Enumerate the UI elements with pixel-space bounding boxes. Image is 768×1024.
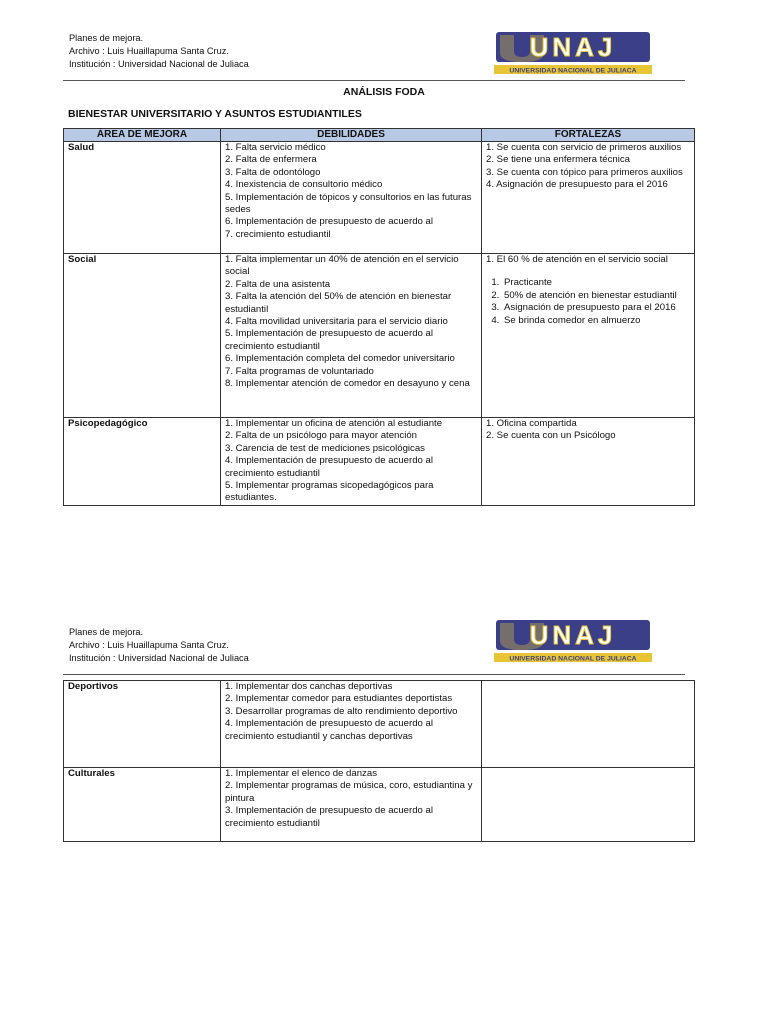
- list-item: 4. Implementación de presupuesto de acuerdo al crecimiento estudiantil: [225, 455, 433, 479]
- area-cell: Deportivos: [64, 681, 221, 768]
- logo-caption: UNIVERSIDAD NACIONAL DE JULIACA: [509, 67, 637, 75]
- table-row-salud: [64, 142, 695, 254]
- area-cell: Social: [64, 254, 221, 418]
- column-header-debilidades: DEBILIDADES: [221, 129, 482, 142]
- table-row-culturales: [64, 768, 695, 842]
- foda-table-page2: [63, 680, 695, 842]
- list-item: 8. Implementar atención de comedor en desayuno y cena: [225, 378, 470, 390]
- list-item: 1. Practicante: [502, 277, 690, 289]
- area-cell: Psicopedagógico: [64, 418, 221, 506]
- header-divider: [63, 80, 685, 81]
- header-plan: Planes de mejora.: [69, 33, 144, 43]
- logo-letters: UNAJ: [529, 620, 617, 650]
- foda-table-page1: [63, 128, 695, 506]
- list-item: 1. Implementar el elenco de danzas: [225, 768, 377, 779]
- list-item: 1. Falta implementar un 40% de atención en el servicio social: [225, 254, 459, 278]
- column-header-fortalezas: FORTALEZAS: [482, 129, 695, 142]
- fortalezas-cell: [482, 768, 695, 842]
- debilidades-cell: [221, 768, 482, 842]
- list-item: 2. Falta de una asistenta: [225, 278, 331, 290]
- header-archivo: Archivo : Luis Huaillapuma Santa Cruz.: [69, 46, 229, 56]
- fortalezas-cell: [482, 681, 695, 768]
- fortalezas-numbered-list: [486, 277, 690, 327]
- table-row-psicopedagogico: [64, 418, 695, 506]
- list-item: 1. Oficina compartida: [486, 418, 577, 429]
- list-item: 4. Falta movilidad universitaria para el servicio diario: [225, 316, 448, 328]
- list-item: 1. El 60 % de atención en el servicio social: [486, 254, 668, 265]
- university-logo: [490, 32, 655, 86]
- fortalezas-cell: [482, 254, 695, 418]
- header-archivo: Archivo : Luis Huaillapuma Santa Cruz.: [69, 640, 229, 650]
- table-row-deportivos: [64, 681, 695, 768]
- list-item: 2. Se cuenta con un Psicólogo: [486, 430, 616, 442]
- list-item: 3. Asignación de presupuesto para el 2016: [502, 302, 690, 314]
- list-item: 2. Se tiene una enfermera técnica: [486, 154, 630, 166]
- fortalezas-cell: [482, 418, 695, 506]
- list-item: 1. Implementar un oficina de atención al estudiante: [225, 418, 443, 429]
- document-title: ANÁLISIS FODA: [343, 86, 425, 98]
- list-item: 4. Asignación de presupuesto para el 2016: [486, 179, 668, 191]
- list-item: 7. crecimiento estudiantil: [225, 228, 331, 240]
- list-item: 2. Implementar comedor para estudiantes deportistas: [225, 693, 453, 705]
- list-item: 5. Implementación de presupuesto de acuerdo al crecimiento estudiantil: [225, 328, 433, 352]
- list-item: 3. Desarrollar programas de alto rendimiento deportivo: [225, 705, 458, 717]
- debilidades-cell: [221, 681, 482, 768]
- list-item: 3. Falta de odontólogo: [225, 166, 321, 178]
- list-item: 2. Falta de un psicólogo para mayor atención: [225, 430, 417, 442]
- header-plan: Planes de mejora.: [69, 627, 144, 637]
- list-item: 1. Falta servicio médico: [225, 142, 326, 153]
- document-subtitle: BIENESTAR UNIVERSITARIO Y ASUNTOS ESTUDIANTILES: [68, 108, 362, 120]
- header-text: [69, 32, 249, 71]
- list-item: 7. Falta programas de voluntariado: [225, 365, 374, 377]
- list-item: 5. Implementación de tópicos y consultorios en las futuras sedes: [225, 191, 472, 216]
- header-text: [69, 626, 249, 665]
- header-divider: [63, 674, 685, 675]
- list-item: 3. Implementación de presupuesto de acuerdo al crecimiento estudiantil: [225, 805, 433, 829]
- university-logo: [490, 620, 655, 674]
- list-item: 3. Se cuenta con tópico para primeros auxilios: [486, 166, 683, 178]
- table-row-social: [64, 254, 695, 418]
- list-item: 4. Implementación de presupuesto de acuerdo al crecimiento estudiantil y canchas deportivas: [225, 718, 433, 742]
- list-item: 6. Implementación de presupuesto de acuerdo al: [225, 216, 433, 228]
- list-item: 3. Carencia de test de mediciones psicológicas: [225, 442, 425, 454]
- list-item: 6. Implementación completa del comedor universitario: [225, 353, 455, 365]
- debilidades-cell: [221, 142, 482, 254]
- list-item: 5. Implementar programas sicopedagógicos para estudiantes.: [225, 480, 434, 504]
- header-institucion: Institución : Universidad Nacional de Juliaca: [69, 59, 249, 69]
- list-item: 1. Se cuenta con servicio de primeros auxilios: [486, 142, 682, 153]
- fortalezas-cell: [482, 142, 695, 254]
- debilidades-cell: [221, 254, 482, 418]
- list-item: 4. Inexistencia de consultorio médico: [225, 179, 383, 191]
- list-item: 2. Falta de enfermera: [225, 154, 317, 166]
- list-item: 2. Implementar programas de música, coro, estudiantina y pintura: [225, 780, 473, 804]
- column-header-area: ÁREA DE MEJORA: [64, 129, 221, 142]
- list-item: 1. Implementar dos canchas deportivas: [225, 681, 393, 692]
- logo-letters: UNAJ: [529, 32, 617, 62]
- list-item: 3. Falta la atención del 50% de atención en bienestar estudiantil: [225, 291, 452, 315]
- logo-caption: UNIVERSIDAD NACIONAL DE JULIACA: [509, 655, 637, 663]
- area-cell: Salud: [64, 142, 221, 254]
- list-item: 4. Se brinda comedor en almuerzo: [502, 315, 690, 327]
- header-institucion: Institución : Universidad Nacional de Juliaca: [69, 653, 249, 663]
- list-item: 2. 50% de atención en bienestar estudiantil: [502, 290, 690, 302]
- area-cell: Culturales: [64, 768, 221, 842]
- table-header-row: [64, 129, 695, 142]
- debilidades-cell: [221, 418, 482, 506]
